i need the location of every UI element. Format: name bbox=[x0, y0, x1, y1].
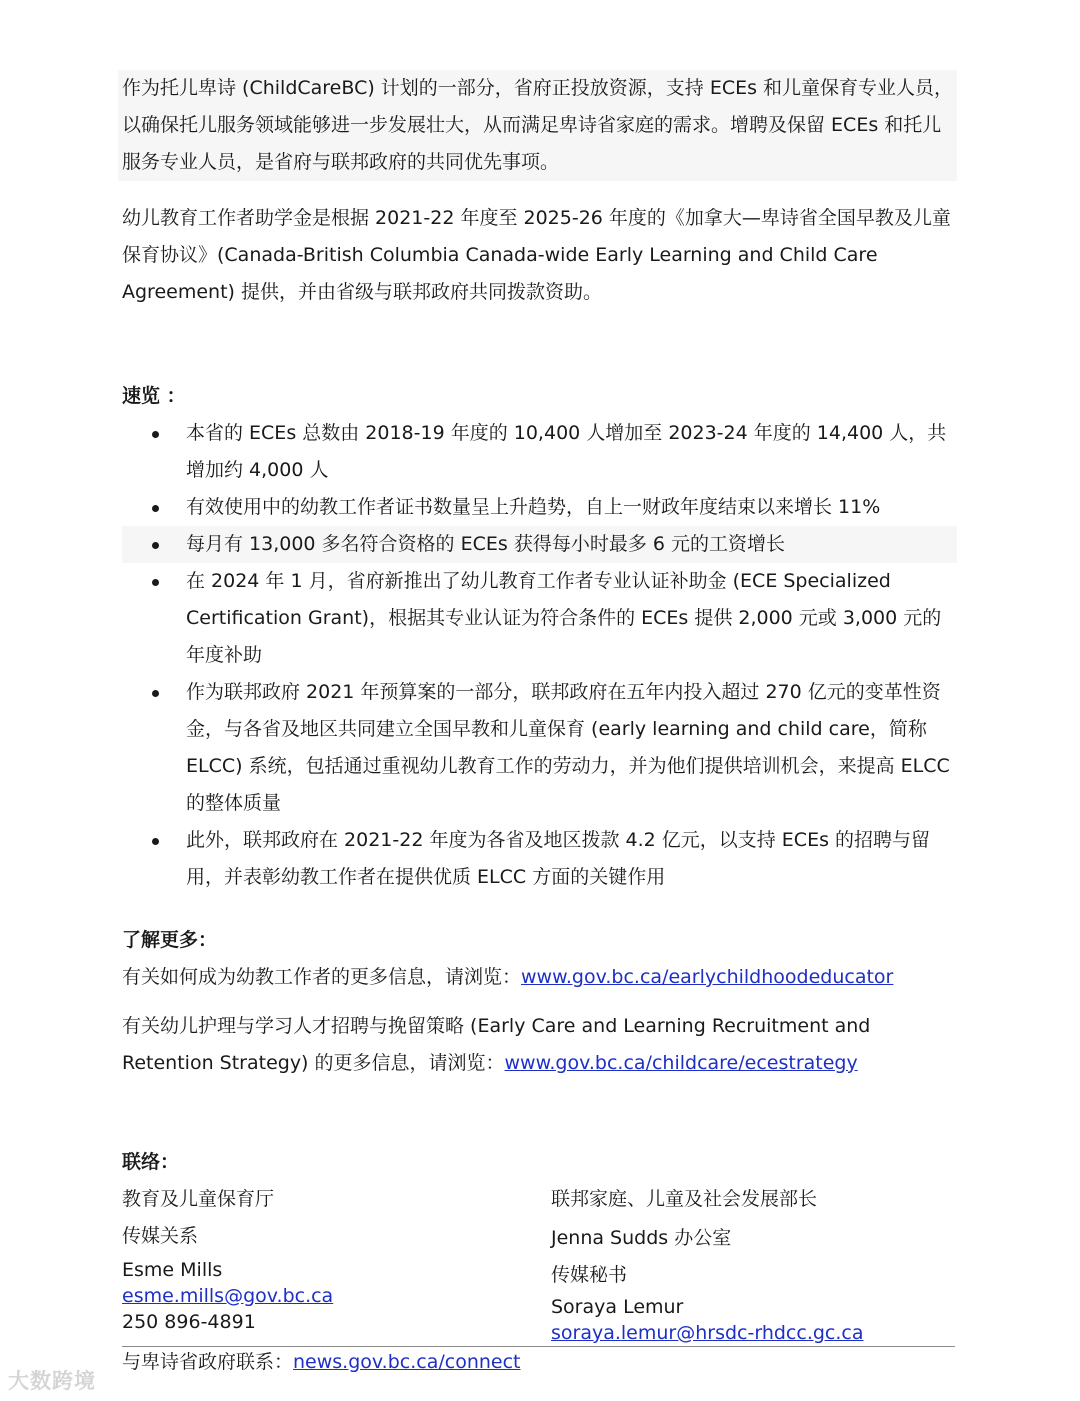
bullet-icon bbox=[152, 579, 159, 586]
bullet-icon bbox=[152, 838, 159, 845]
learn-more-line-2: 有关幼儿护理与学习人才招聘与挽留策略 (Early Care and Learning Recruitment and Retention Strategy) 的更多信息，请浏览：www.gov.bc.ca/childcare/ecestrategy bbox=[122, 1015, 871, 1074]
ece-info-link[interactable]: www.gov.bc.ca/earlychildhoodeducator bbox=[521, 966, 894, 988]
learn-more-line-1: 有关如何成为幼教工作者的更多信息，请浏览：www.gov.bc.ca/earlychildhoodeducator bbox=[122, 966, 894, 988]
connect-link[interactable]: news.gov.bc.ca/connect bbox=[293, 1351, 521, 1373]
contacts-heading: 联络： bbox=[122, 1151, 180, 1173]
watermark-logo bbox=[8, 1365, 96, 1395]
list-item: 每月有 13,000 多名符合资格的 ECEs 获得每小时最多 6 元的工资增长 bbox=[122, 526, 957, 563]
contact-left bbox=[122, 1181, 542, 1335]
footer bbox=[122, 1346, 955, 1375]
list-item: 在 2024 年 1 月，省府新推出了幼儿教育工作者专业认证补助金 (ECE Specialized Certification Grant)，根据其专业认证为符合条件的 ECEs 提供 2,000 元或 3,000 元的年度补助 bbox=[122, 563, 957, 674]
contact-right bbox=[551, 1181, 971, 1346]
bullet-icon bbox=[152, 505, 159, 512]
contact-email-row bbox=[551, 1320, 971, 1346]
contact-ministry: 联邦家庭、儿童及社会发展部长 bbox=[551, 1188, 818, 1210]
list-item: 有效使用中的幼教工作者证书数量呈上升趋势，自上一财政年度结束以来增长 11% bbox=[122, 489, 957, 526]
intro-paragraph-2: 幼儿教育工作者助学金是根据 2021-22 年度至 2025-26 年度的《加拿大—卑诗省全国早教及儿童保育协议》(Canada-British Columbia Canada-wide Early Learning and Child Care Agreement) 提供，并由省级与联邦政府共同拨款资助。 bbox=[122, 207, 951, 303]
contact-ministry: 教育及儿童保育厅 bbox=[122, 1188, 275, 1210]
footer-text: 与卑诗省政府联系： bbox=[122, 1351, 294, 1373]
document-page bbox=[122, 70, 957, 1381]
contact-role: 传媒秘书 bbox=[551, 1264, 628, 1286]
contact-email-link[interactable]: esme.mills@gov.bc.ca bbox=[122, 1285, 334, 1307]
contact-office: Jenna Sudds 办公室 bbox=[551, 1227, 732, 1249]
glance-heading: 速览 ： bbox=[122, 385, 186, 407]
contact-email-link[interactable]: soraya.lemur@hrsdc-rhdcc.gc.ca bbox=[551, 1322, 864, 1344]
bullet-icon bbox=[152, 542, 159, 549]
list-item: 本省的 ECEs 总数由 2018-19 年度的 10,400 人增加至 2023-24 年度的 14,400 人，共增加约 4,000 人 bbox=[122, 415, 957, 489]
contact-email-row bbox=[122, 1283, 542, 1309]
watermark-text: 大数跨境 bbox=[8, 1369, 96, 1393]
ece-strategy-link[interactable]: www.gov.bc.ca/childcare/ecestrategy bbox=[504, 1052, 858, 1074]
contact-name: Soraya Lemur bbox=[551, 1296, 684, 1318]
contact-role: 传媒关系 bbox=[122, 1225, 199, 1247]
intro-paragraph-1: 作为托儿卑诗 (ChildCareBC) 计划的一部分，省府正投放资源，支持 ECEs 和儿童保育专业人员，以确保托儿服务领域能够进一步发展壮大，从而满足卑诗省家庭的需求。增聘及保留 ECEs 和托儿服务专业人员，是省府与联邦政府的共同优先事项。 bbox=[118, 70, 957, 181]
list-item: 此外，联邦政府在 2021-22 年度为各省及地区拨款 4.2 亿元，以支持 ECEs 的招聘与留用，并表彰幼教工作者在提供优质 ELCC 方面的关键作用 bbox=[122, 822, 957, 896]
bullet-icon bbox=[152, 690, 159, 697]
list-item: 作为联邦政府 2021 年预算案的一部分，联邦政府在五年内投入超过 270 亿元的变革性资金，与各省及地区共同建立全国早教和儿童保育 (early learning and child care，简称 ELCC) 系统，包括通过重视幼儿教育工作的劳动力，并为他们提供培训机会，来提高 ELCC 的整体质量 bbox=[122, 674, 957, 822]
bullet-icon bbox=[152, 431, 159, 438]
learn-more-heading: 了解更多： bbox=[122, 929, 218, 951]
contact-name: Esme Mills bbox=[122, 1259, 223, 1281]
glance-list bbox=[122, 415, 957, 896]
contact-phone: 250 896-4891 bbox=[122, 1311, 256, 1333]
